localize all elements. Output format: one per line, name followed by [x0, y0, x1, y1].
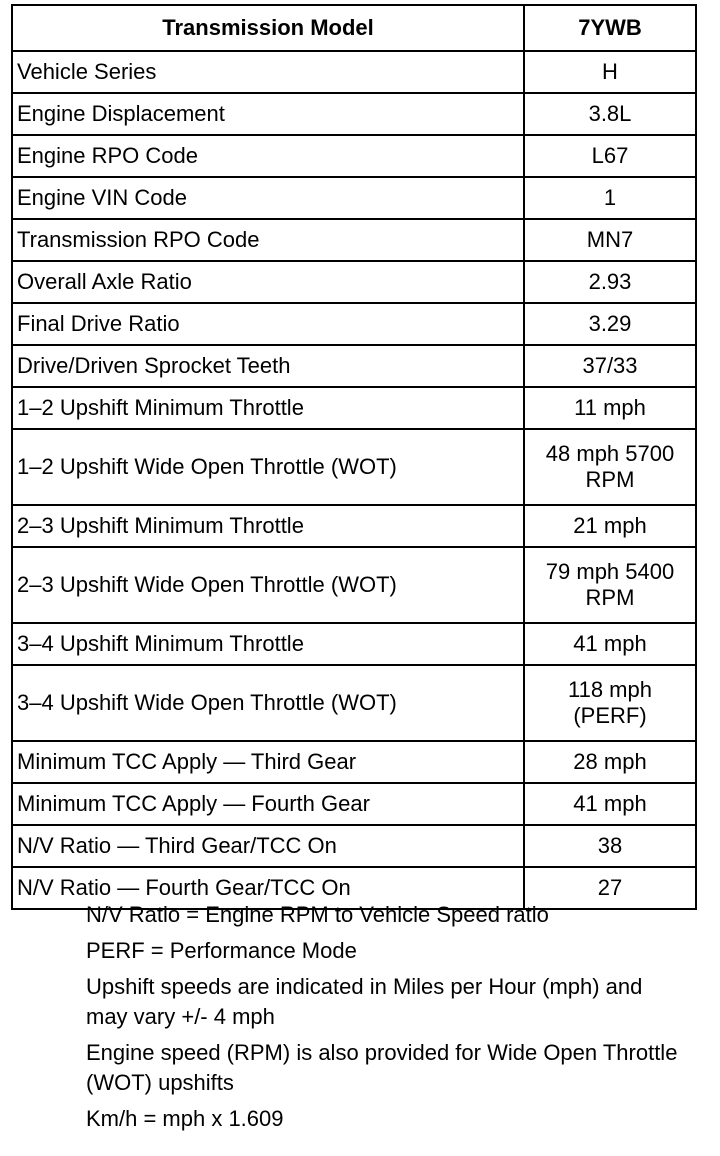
footnote-engine-speed: Engine speed (RPM) is also provided for Wide Open Throttle (WOT) upshifts: [86, 1040, 678, 1095]
table-row: [12, 51, 696, 93]
row-label: 1–2 Upshift Wide Open Throttle (WOT): [12, 429, 524, 505]
row-label: 1–2 Upshift Minimum Throttle: [12, 387, 524, 429]
table-row: [12, 665, 696, 741]
transmission-spec-table: [11, 4, 697, 910]
row-label: Vehicle Series: [12, 51, 524, 93]
row-value: 118 mph (PERF): [524, 665, 696, 741]
row-value: 79 mph 5400 RPM: [524, 547, 696, 623]
row-value: L67: [524, 135, 696, 177]
row-label: 3–4 Upshift Minimum Throttle: [12, 623, 524, 665]
row-label: 2–3 Upshift Wide Open Throttle (WOT): [12, 547, 524, 623]
row-value: 38: [524, 825, 696, 867]
table-row: [12, 261, 696, 303]
row-label: Transmission RPO Code: [12, 219, 524, 261]
row-label: Engine Displacement: [12, 93, 524, 135]
row-label: Final Drive Ratio: [12, 303, 524, 345]
table-row: [12, 135, 696, 177]
row-value: 11 mph: [524, 387, 696, 429]
table-row: [12, 429, 696, 505]
row-label: Minimum TCC Apply — Fourth Gear: [12, 783, 524, 825]
row-value: H: [524, 51, 696, 93]
row-value: 48 mph 5700 RPM: [524, 429, 696, 505]
table-header-row: [12, 5, 696, 51]
row-value: 3.8L: [524, 93, 696, 135]
row-label: 2–3 Upshift Minimum Throttle: [12, 505, 524, 547]
row-value: 41 mph: [524, 623, 696, 665]
table-row: [12, 93, 696, 135]
row-value: 27: [524, 867, 696, 909]
row-label: Engine VIN Code: [12, 177, 524, 219]
row-value: 37/33: [524, 345, 696, 387]
header-value: 7YWB: [524, 5, 696, 51]
table-row: [12, 623, 696, 665]
footnote-nv-ratio: N/V Ratio = Engine RPM to Vehicle Speed ratio: [86, 902, 549, 927]
row-label: N/V Ratio — Third Gear/TCC On: [12, 825, 524, 867]
row-label: 3–4 Upshift Wide Open Throttle (WOT): [12, 665, 524, 741]
table-row: [12, 219, 696, 261]
row-value: 41 mph: [524, 783, 696, 825]
table-row: [12, 303, 696, 345]
table-row: [12, 825, 696, 867]
footnote-perf: PERF = Performance Mode: [86, 938, 357, 963]
footnotes: [86, 900, 686, 1140]
row-label: Engine RPO Code: [12, 135, 524, 177]
row-value: MN7: [524, 219, 696, 261]
row-label: N/V Ratio — Fourth Gear/TCC On: [12, 867, 524, 909]
row-value: 28 mph: [524, 741, 696, 783]
table-row: [12, 505, 696, 547]
table-row: [12, 741, 696, 783]
table-row: [12, 387, 696, 429]
row-value: 2.93: [524, 261, 696, 303]
row-label: Overall Axle Ratio: [12, 261, 524, 303]
row-label: Minimum TCC Apply — Third Gear: [12, 741, 524, 783]
row-label: Drive/Driven Sprocket Teeth: [12, 345, 524, 387]
table-row: [12, 345, 696, 387]
footnote-upshift-speeds: Upshift speeds are indicated in Miles per Hour (mph) and may vary +/- 4 mph: [86, 974, 643, 1029]
table-row: [12, 783, 696, 825]
row-value: 21 mph: [524, 505, 696, 547]
table-row: [12, 547, 696, 623]
row-value: 1: [524, 177, 696, 219]
footnote-kmh-conversion: Km/h = mph x 1.609: [86, 1106, 284, 1131]
row-value: 3.29: [524, 303, 696, 345]
table-row: [12, 177, 696, 219]
header-label: Transmission Model: [12, 5, 524, 51]
